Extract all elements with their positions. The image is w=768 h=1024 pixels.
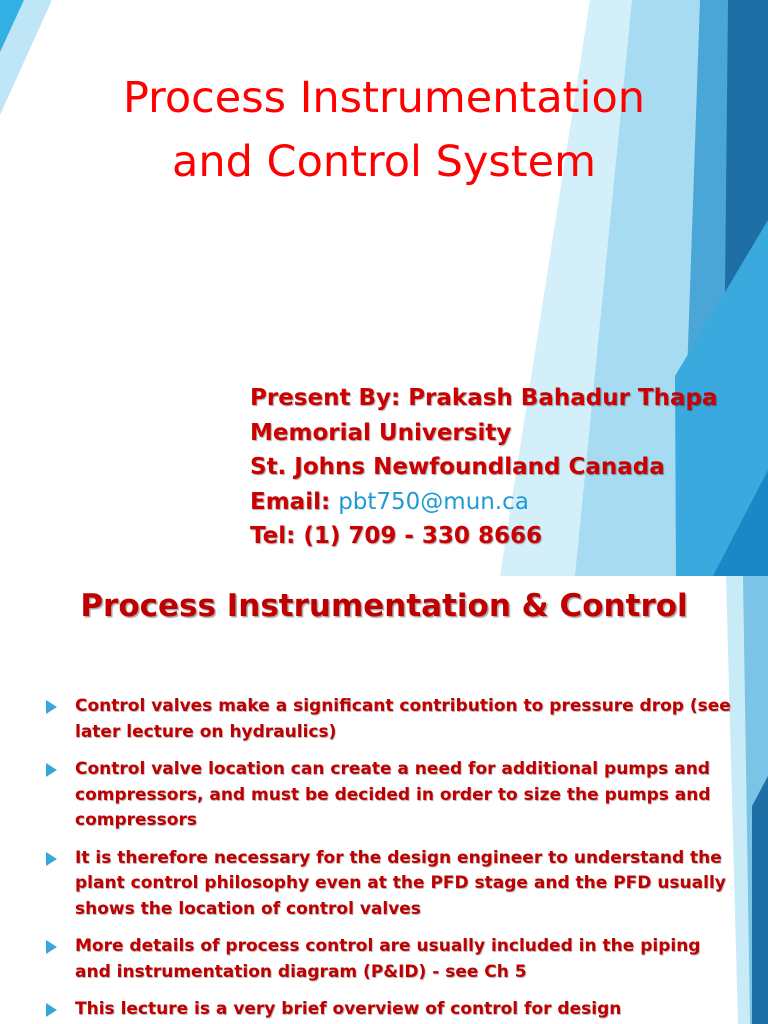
bullet-item xyxy=(44,757,734,834)
title-line: Process Instrumentation xyxy=(122,73,646,123)
bullet-arrow-icon xyxy=(46,700,57,714)
presenter-phone: Tel: (1) 709 - 330 8666 xyxy=(250,523,542,549)
presenter-name: Present By: Prakash Bahadur Thapa xyxy=(250,385,718,411)
slide-title: Process Instrumentation & Control xyxy=(80,588,688,624)
bullet-arrow-icon xyxy=(46,1003,57,1017)
bullet-item xyxy=(44,694,734,745)
presenter-info xyxy=(250,381,718,554)
presenter-university: Memorial University xyxy=(250,419,512,446)
presenter-location: St. Johns Newfoundland Canada xyxy=(250,454,665,480)
bullet-arrow-icon xyxy=(46,852,57,866)
presenter-email-row xyxy=(250,485,718,520)
bullet-list xyxy=(44,694,734,1024)
bullet-text: Control valves make a significant contribution to pressure drop (see later lecture on hydraulics) xyxy=(75,696,731,742)
content-slide xyxy=(0,576,768,1024)
email-label: Email: xyxy=(250,488,331,515)
presentation-title xyxy=(0,66,768,194)
bullet-arrow-icon xyxy=(46,763,57,777)
bullet-item xyxy=(44,846,734,923)
bullet-text: More details of process control are usually included in the piping and instrumentation diagram (P&ID) - see Ch 5 xyxy=(75,936,701,982)
bullet-text: Control valve location can create a need for additional pumps and compressors, and must be decided in order to size the pumps and compressors xyxy=(75,759,711,830)
right-strip-dark xyxy=(752,776,768,1024)
bullet-text: This lecture is a very brief overview of control for design xyxy=(75,999,622,1019)
email-link[interactable]: pbt750@mun.ca xyxy=(338,488,529,515)
bullet-item xyxy=(44,934,734,985)
bullet-text: It is therefore necessary for the design engineer to understand the plant control philosophy even at the PFD stage and the PFD usually shows the location of control valves xyxy=(75,847,726,919)
bullet-arrow-icon xyxy=(46,940,57,954)
bullet-item xyxy=(44,997,734,1023)
title-line: and Control System xyxy=(171,137,597,187)
